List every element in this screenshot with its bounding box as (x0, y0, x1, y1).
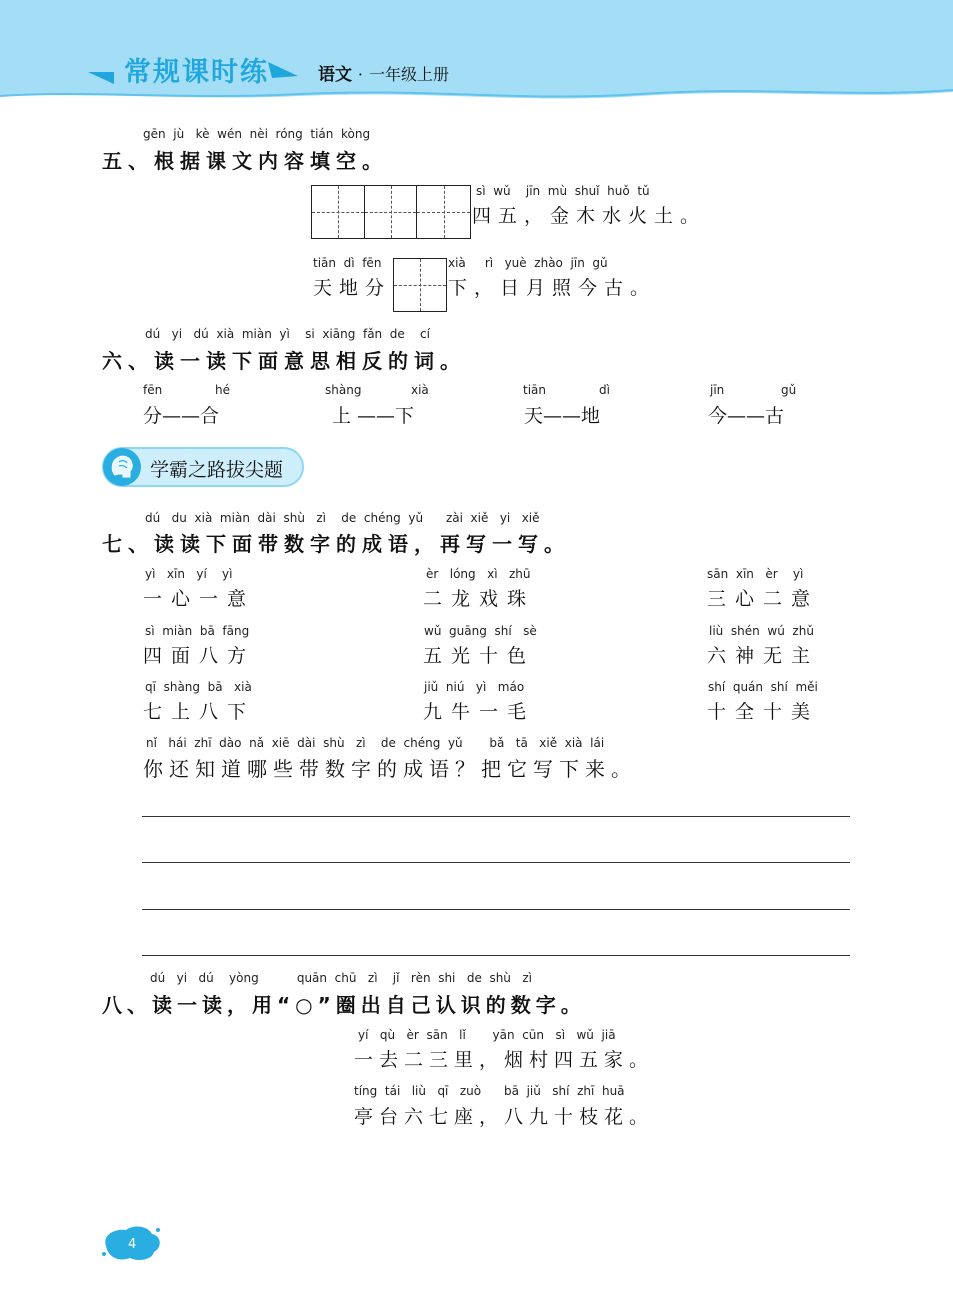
q5-answer-grid-1[interactable] (311, 185, 471, 239)
q5-line2-text-b: 下，日月照今古。 (448, 277, 657, 299)
q6-pair-2-pinyin-a: shàng (325, 383, 362, 397)
idiom-pinyin: shí quán shí měi (708, 680, 818, 694)
q5-line1-pinyin: sì wǔ jīn mù shuǐ huǒ tǔ (476, 184, 650, 198)
q6-pair-3-pinyin-a: tiān (523, 383, 546, 397)
idiom-pinyin: yì xīn yí yì (145, 567, 233, 581)
q6-pair-4-pinyin-a: jīn (710, 383, 725, 397)
q8-line2: 亭台六七座，八九十枝花。 (354, 1106, 655, 1128)
grid-cell[interactable] (365, 186, 418, 238)
grid-cell[interactable] (312, 186, 365, 238)
subject-name: 语文 (318, 65, 352, 85)
idiom-text: 十全十美 (707, 701, 820, 723)
q6-pair-1-pinyin-a: fēn (143, 383, 163, 397)
idiom-pinyin: qī shàng bā xià (145, 680, 252, 694)
q8-line1: 一去二三里，烟村四五家。 (354, 1049, 655, 1071)
answer-line[interactable] (142, 862, 850, 863)
series-title: 常规课时练 (124, 57, 269, 88)
q6-pinyin: dú yi dú xià miàn yì si xiāng fǎn de cí (145, 327, 430, 341)
idiom-text: 二龙戏珠 (423, 588, 536, 610)
answer-line[interactable] (142, 909, 850, 910)
q6-pair-1-pinyin-b: hé (215, 383, 230, 397)
subject-label (318, 60, 449, 85)
idiom-text: 四面八方 (143, 645, 256, 667)
q5-line2-pinyin-b: xià rì yuè zhào jīn gǔ (448, 256, 608, 270)
idiom-text: 三心二意 (707, 588, 820, 610)
idiom-pinyin: wǔ guāng shí sè (424, 624, 537, 638)
q6-pair-3-pinyin-b: dì (599, 383, 610, 397)
q7-pinyin: dú du xià miàn dài shù zì de chéng yǔ zài xiě yi xiě (145, 511, 540, 525)
idiom-text: 五光十色 (423, 645, 536, 667)
q6-pair-2: 上 ——下 (332, 405, 415, 427)
idiom-text: 一心一意 (143, 588, 256, 610)
q8-line1-pinyin: yí qù èr sān lǐ yān cūn sì wǔ jiā (358, 1028, 616, 1042)
brain-icon (103, 448, 141, 486)
q7-title: 七、读读下面带数字的成语，再写一写。 (102, 532, 570, 556)
section-badge-label: 学霸之路拔尖题 (150, 459, 284, 481)
q5-pinyin: gēn jù kè wén nèi róng tián kòng (143, 127, 371, 141)
subject-dot: · (357, 65, 364, 84)
q5-line1-text: 四五，金木水火土。 (472, 205, 707, 227)
q5-title: 五、根据课文内容填空。 (102, 149, 388, 173)
idiom-text: 九牛一毛 (423, 701, 536, 723)
grid-cell[interactable] (394, 259, 446, 311)
q6-pair-2-pinyin-b: xià (411, 383, 429, 397)
q6-title: 六、读一读下面意思相反的词。 (102, 349, 466, 373)
q6-pair-4-pinyin-b: gǔ (781, 383, 797, 397)
q6-pair-4: 今——古 (708, 405, 785, 427)
q6-pair-3: 天——地 (524, 405, 601, 427)
idiom-text: 六神无主 (707, 645, 820, 667)
q5-answer-grid-2[interactable] (393, 258, 447, 312)
answer-line[interactable] (142, 816, 850, 817)
answer-line[interactable] (142, 955, 850, 956)
page-number: 4 (128, 1237, 137, 1252)
q8-pinyin: dú yi dú yòng quān chū zì jǐ rèn shi de shù zì (150, 971, 532, 985)
idiom-text: 七上八下 (143, 701, 256, 723)
q5-line2-text-a: 天地分 (313, 277, 392, 299)
q8-title: 八、读一读，用“○”圈出自己认识的数字。 (102, 993, 586, 1017)
q8-line2-pinyin: tíng tái liù qī zuò bā jiǔ shí zhī huā (354, 1084, 625, 1098)
idiom-pinyin: sì miàn bā fāng (145, 624, 250, 638)
grid-cell[interactable] (417, 186, 470, 238)
q6-pair-1: 分——合 (143, 405, 220, 427)
idiom-pinyin: liù shén wú zhǔ (709, 624, 814, 638)
q5-line2-pinyin-a: tiān dì fēn (313, 256, 382, 270)
grade-label: 一年级上册 (368, 65, 449, 84)
idiom-pinyin: sān xīn èr yì (707, 567, 804, 581)
idiom-pinyin: jiǔ niú yì máo (424, 680, 525, 694)
idiom-pinyin: èr lóng xì zhū (426, 567, 531, 581)
q7-prompt: 你还知道哪些带数字的成语？把它写下来。 (143, 757, 637, 781)
q7-prompt-pinyin: nǐ hái zhī dào nǎ xiē dài shù zì de chéng yǔ bǎ tā xiě xià lái (146, 736, 605, 750)
